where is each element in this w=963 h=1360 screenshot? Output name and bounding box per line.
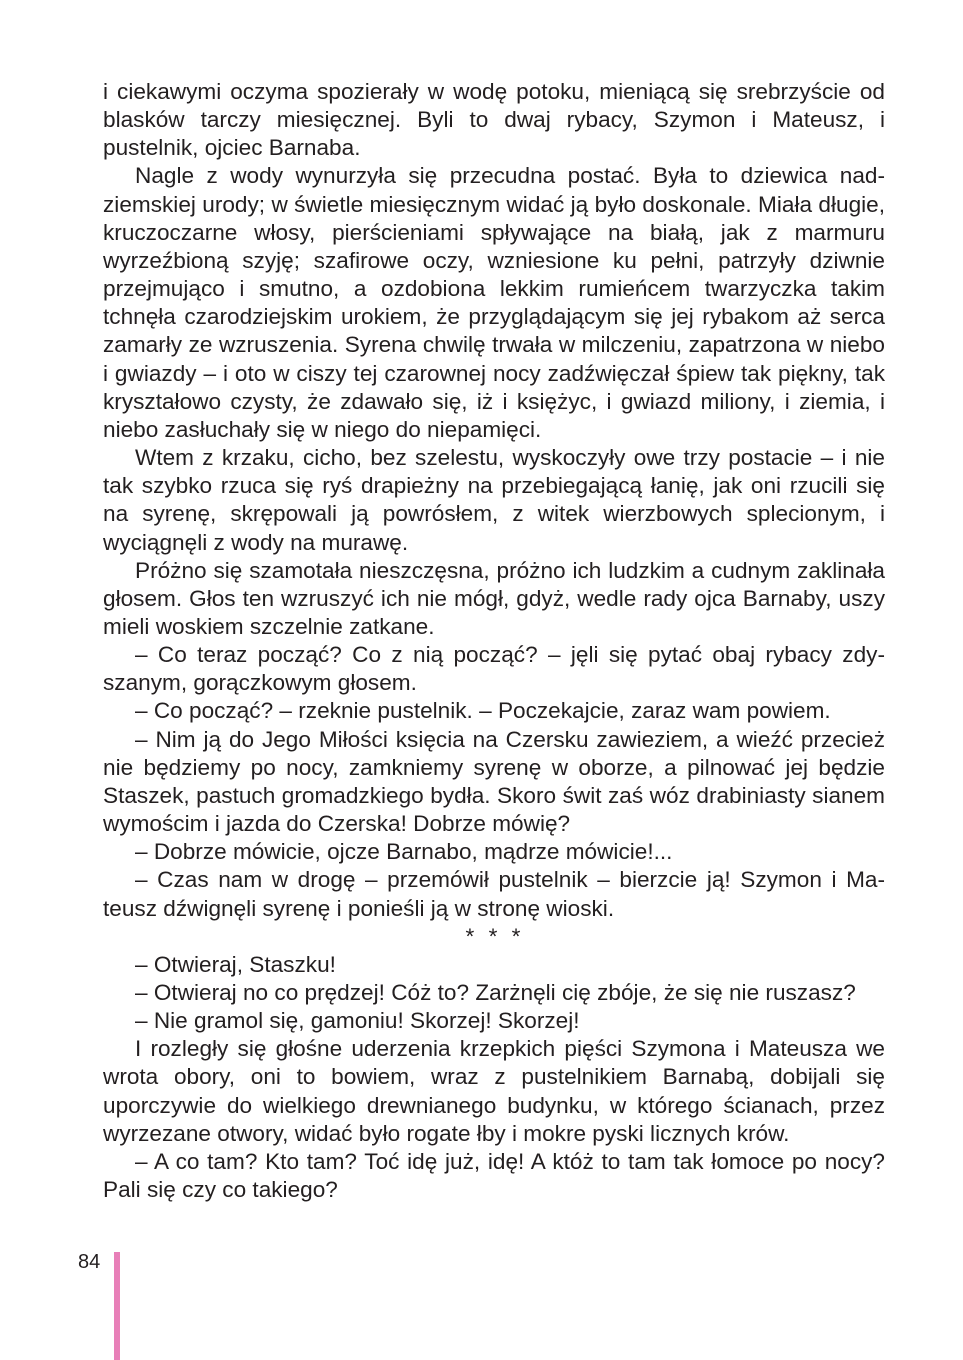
paragraph-continuation: i ciekawymi oczyma spozierały w wodę potoku, mieniącą się srebrzyście od blasków tarczy miesięcznej. Byli to dwaj rybacy, Szymon i Mateusz, i pustelnik, ojciec Barnaba. bbox=[103, 79, 885, 161]
dialogue-line: – Co teraz począć? Co z nią począć? – jęli się pytać obaj rybacy zdyszanym, gorączkowym głosem. bbox=[103, 642, 885, 696]
dialogue-line: – Otwieraj, Staszku! bbox=[135, 951, 336, 977]
page-text bbox=[103, 78, 885, 1204]
paragraph-mermaid-appears: Nagle z wody wynurzyła się przecudna postać. Była to dziewica nadziemskiej urody; w świetle miesięcznym widać ją było doskonale. Miała długie, kruczoczarne włosy, pierścieniami spływające na białą, jak z marmuru wyrzeźbioną szyję; szafirowe oczy, wzniesione ku pełni, patrzyły dziwnie przejmująco i smutno, a ozdobiona lekkim rumieńcem twarzyczka takim tchnęła czarodziejskim urokiem, że przyglądającym się jej rybakom aż serca zamarły ze wzruszenia. Syrena chwilę trwała w milczeniu, zapatrzona w niebo i gwiazdy – i oto w ciszy tej czarownej nocy zadźwięczał śpiew tak piękny, tak kryształowo czysty, że zdawało się, iż i księżyc, i gwiazd miliony, i ziemia, i niebo zasłuchały się w niego do niepamięci. bbox=[103, 163, 885, 442]
dialogue-line: – Otwieraj no co prędzej! Cóż to? Zarżnęli cię zbóje, że się nie ruszasz? bbox=[135, 980, 856, 1005]
dialogue-line: – Dobrze mówicie, ojcze Barnabo, mądrze mówicie!... bbox=[135, 839, 673, 865]
page-number: 84 bbox=[78, 1251, 101, 1273]
section-separator: * * * bbox=[465, 923, 525, 949]
dialogue-line: – Nim ją do Jego Miłości księcia na Czersku zawieziem, a wieźć przecież nie będziemy po nocy, zamkniemy syrenę w oborze, a pilnować jej będzie Staszek, pastuch gromadzkiego bydła. Skoro świt zaś wóz drabiniasty sianem wymościm i jazda do Czerska! Dobrze mówię? bbox=[103, 726, 885, 837]
page-accent-bar bbox=[114, 1252, 120, 1360]
dialogue-line: – Czas nam w drogę – przemówił pustelnik – bierzcie ją! Szymon i Mateusz dźwignęli syrenę i ponieśli ją w stronę wioski. bbox=[103, 867, 885, 921]
dialogue-line: – A co tam? Kto tam? Toć idę już, idę! A któż to tam tak łomoce po nocy? Pali się czy co takiego? bbox=[103, 1148, 885, 1203]
paragraph-struggle: Próżno się szamotała nieszczęsna, próżno ich ludzkim a cudnym zaklinała głosem. Głos ten wzruszyć ich nie mógł, gdyż, wedle rady ojca Barnaby, uszy mieli woskiem szczelnie zatkane. bbox=[103, 557, 885, 639]
dialogue-line: – Nie gramol się, gamoniu! Skorzej! Skorzej! bbox=[135, 1008, 580, 1034]
paragraph-knocking: I rozległy się głośne uderzenia krzepkich pięści Szymona i Mateusza we wrota obory, oni to bowiem, wraz z pustelnikiem Barnabą, dobijali się uporczywie do wielkiego drewnianego budynku, w którego ścianach, przez wyrzezane otwory, widać było rogate łby i mokre pyski licznych krów. bbox=[103, 1036, 885, 1146]
paragraph-capture: Wtem z krzaku, cicho, bez szelestu, wyskoczyły owe trzy postacie – i nie tak szybko rzuca się ryś drapieżny na przebiegającą łanię, jak oni rzucili się na syrenę, skrępowali ją powrósłem, z witek wierzbowych splecionym, i wyciągnęli z wody na murawę. bbox=[103, 445, 885, 555]
dialogue-line: – Co począć? – rzeknie pustelnik. – Poczekajcie, zaraz wam powiem. bbox=[135, 698, 831, 724]
